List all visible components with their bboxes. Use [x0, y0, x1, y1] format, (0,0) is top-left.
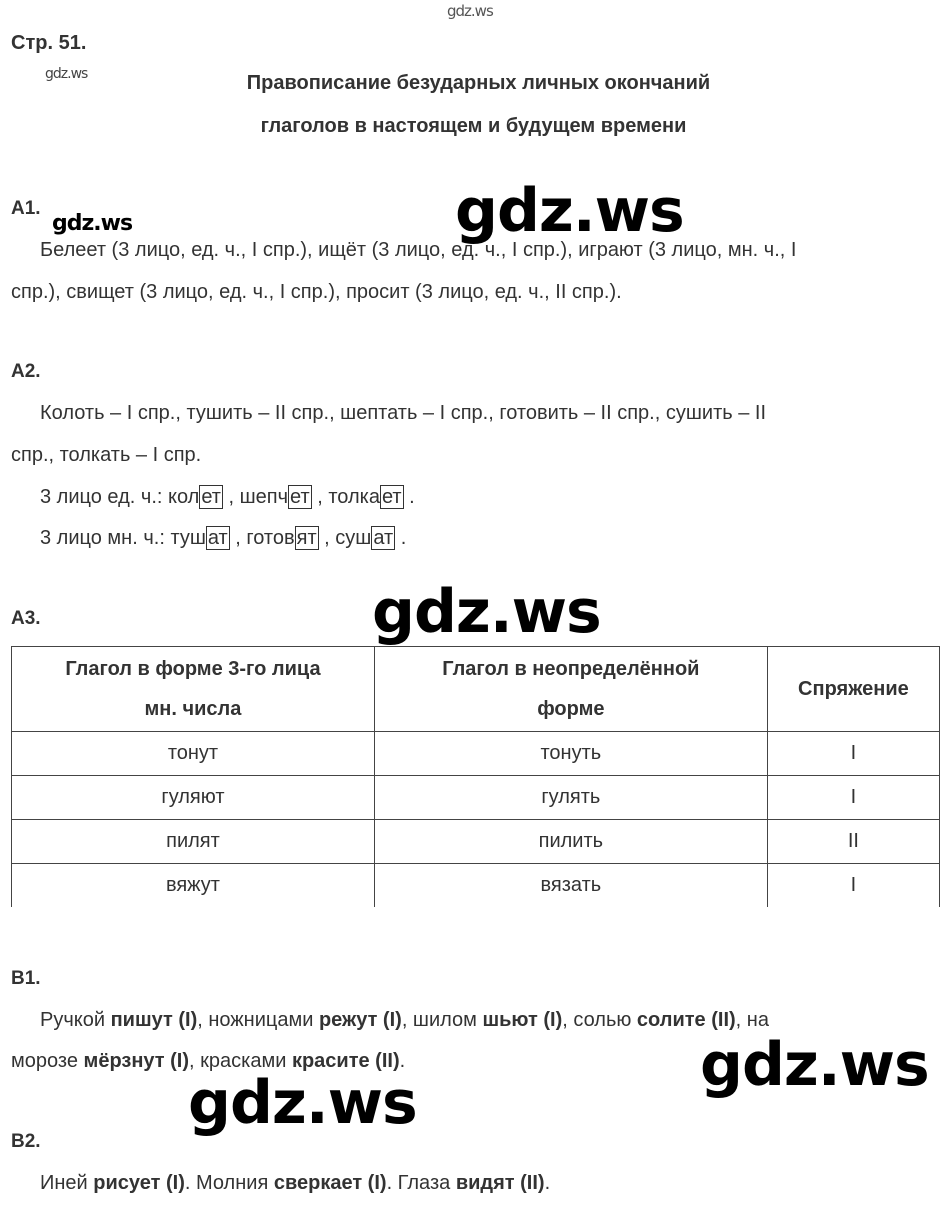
a2-singular-line: [40, 485, 415, 509]
title-line-1: Правописание безударных личных окончаний: [246, 72, 711, 94]
text: Ручкой: [40, 1009, 111, 1031]
page-reference: Стр. 51.: [11, 32, 87, 54]
text: .: [399, 1050, 406, 1072]
cell-conjugation: I: [767, 776, 939, 820]
table-row: [12, 732, 940, 776]
a1-text-line-2: спр.), свищет (3 лицо, ед. ч., I спр.), просит (3 лицо, ед. ч., II спр.).: [11, 281, 622, 303]
a2-pl-prefix: 3 лицо мн. ч.:: [40, 527, 171, 549]
a2-text-line-2: спр., толкать – I спр.: [11, 444, 202, 466]
header-col1-line2: мн. числа: [144, 698, 242, 720]
verb-bold: красите (II): [291, 1050, 400, 1072]
watermark-small: gdz.ws: [45, 66, 88, 82]
table-row: [12, 820, 940, 864]
b1-text-line-1: [40, 1008, 769, 1032]
cell-form: тонут: [12, 732, 375, 776]
a2-label: А2.: [11, 361, 41, 382]
text: морозе: [11, 1050, 84, 1072]
verb-bold: солите (II): [636, 1009, 736, 1031]
a1-label: А1.: [11, 198, 41, 219]
separator: ,: [318, 527, 336, 549]
verb-bold: пишут (I): [110, 1009, 198, 1031]
a2-sg-word1-stem: кол: [168, 486, 200, 508]
separator: ,: [229, 527, 247, 549]
cell-infinitive: вязать: [374, 864, 767, 908]
watermark-top: gdz.ws: [447, 2, 493, 20]
ending-box: ат: [207, 527, 228, 549]
cell-conjugation: I: [767, 732, 939, 776]
cell-form: пилят: [12, 820, 375, 864]
table-row: [12, 864, 940, 908]
text: . Молния: [184, 1172, 274, 1194]
a2-sg-word2-stem: шепч: [239, 486, 289, 508]
period: .: [403, 486, 415, 508]
text: .: [544, 1172, 551, 1194]
text: , ножницами: [197, 1009, 319, 1031]
text: , солью: [562, 1009, 637, 1031]
title-line-2: глаголов в настоящем и будущем времени: [260, 115, 687, 137]
cell-infinitive: пилить: [374, 820, 767, 864]
cell-infinitive: гулять: [374, 776, 767, 820]
a3-label: А3.: [11, 608, 41, 629]
watermark-big-1: gdz.ws: [455, 176, 684, 246]
watermark-big-4: gdz.ws: [188, 1068, 417, 1138]
header-col1-line1: Глагол в форме 3-го лица: [65, 658, 321, 680]
verb-bold: шьют (I): [482, 1009, 563, 1031]
verb-bold: рисует (I): [93, 1172, 185, 1194]
b1-label: В1.: [11, 968, 41, 989]
a2-sg-prefix: 3 лицо ед. ч.:: [40, 486, 168, 508]
table-row: [12, 776, 940, 820]
ending-box: ет: [290, 486, 310, 508]
ending-box: ят: [296, 527, 317, 549]
verb-bold: сверкает (I): [273, 1172, 387, 1194]
b2-text-line: [40, 1171, 550, 1195]
text: Иней: [40, 1172, 94, 1194]
a2-text-line-1: Колоть – I спр., тушить – II спр., шептать – I спр., готовить – II спр., сушить – II: [40, 402, 766, 424]
separator: ,: [222, 486, 240, 508]
cell-conjugation: II: [767, 820, 939, 864]
cell-conjugation: I: [767, 864, 939, 908]
b2-label: В2.: [11, 1131, 41, 1152]
period: .: [395, 527, 407, 549]
verb-bold: режут (I): [318, 1009, 402, 1031]
header-col2-line1: Глагол в неопределённой: [442, 658, 700, 680]
a1-text-line-1: Белеет (3 лицо, ед. ч., I спр.), ищёт (3 лицо, ед. ч., I спр.), играют (3 лицо, мн. ч., I: [40, 239, 797, 261]
header-col2-line2: форме: [537, 698, 605, 720]
a2-pl-word1-stem: туш: [170, 527, 206, 549]
text: , на: [735, 1009, 769, 1031]
header-conjugation: Спряжение: [767, 647, 939, 732]
ending-box: ат: [373, 527, 394, 549]
text: , шилом: [401, 1009, 483, 1031]
a2-sg-word3-stem: толка: [328, 486, 380, 508]
verb-bold: видят (II): [455, 1172, 545, 1194]
conjugation-table: [11, 646, 940, 907]
ending-box: ет: [381, 486, 402, 508]
table-header-row: [12, 647, 940, 732]
a2-pl-word2-stem: готов: [246, 527, 295, 549]
header-third-person-plural: [12, 647, 375, 732]
verb-bold: мёрзнут (I): [83, 1050, 190, 1072]
text: , красками: [189, 1050, 292, 1072]
text: . Глаза: [386, 1172, 456, 1194]
separator: ,: [311, 486, 329, 508]
watermark-big-3: gdz.ws: [700, 1030, 929, 1100]
cell-form: вяжут: [12, 864, 375, 908]
ending-box: ет: [201, 486, 221, 508]
watermark-big-2: gdz.ws: [372, 577, 601, 647]
a2-plural-line: [40, 526, 406, 550]
cell-form: гуляют: [12, 776, 375, 820]
header-infinitive: [374, 647, 767, 732]
a2-pl-word3-stem: суш: [335, 527, 372, 549]
cell-infinitive: тонуть: [374, 732, 767, 776]
watermark-a1: gdz.ws: [52, 211, 133, 236]
